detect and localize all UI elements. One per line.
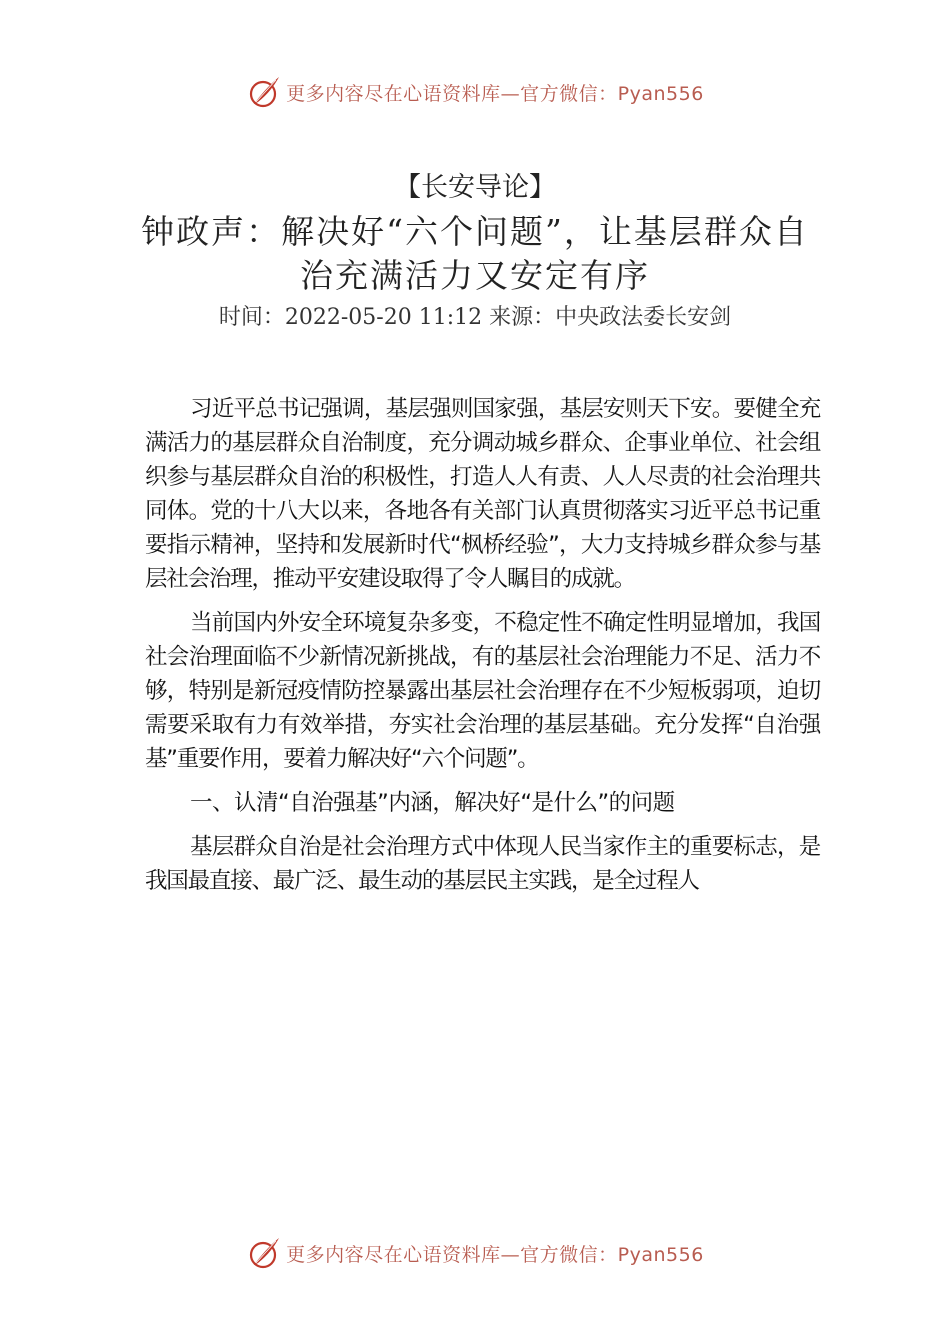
paragraph-3: 基层群众自治是社会治理方式中体现人民当家作主的重要标志，是我国最直接、最广泛、最生动的基层民主实践，是全过程人: [145, 834, 820, 894]
footer-banner: [0, 1233, 950, 1273]
paragraph-1: 习近平总书记强调，基层强则国家强，基层安则天下安。要健全充满活力的基层群众自治制度，充分调动城乡群众、企事业单位、社会组织参与基层群众自治的积极性，打造人人有责、人人尽责的社会治理共同体。党的十八大以来，各地各有关部门认真贯彻落实习近平总书记重要指示精神，坚持和发展新时代“枫桥经验”，大力支持城乡群众参与基层社会治理，推动平安建设取得了令人瞩目的成就。: [145, 396, 820, 592]
paragraph-2: 当前国内外安全环境复杂多变，不稳定性不确定性明显增加，我国社会治理面临不少新情况新挑战，有的基层社会治理能力不足、活力不够，特别是新冠疫情防控暴露出基层社会治理存在不少短板弱项，迫切需要采取有力有效举措，夯实社会治理的基层基础。充分发挥“自治强基”重要作用，要着力解决好“六个问题”。: [145, 610, 820, 772]
banner-slogan: 更多内容尽在心语资料库—官方微信：: [286, 1243, 618, 1266]
header-banner: [0, 72, 950, 112]
series-label: 【长安导论】: [394, 172, 556, 203]
banner-slogan: 更多内容尽在心语资料库—官方微信：: [286, 82, 618, 105]
banner-text: [286, 1240, 704, 1267]
article-meta: 时间：2022-05-20 11:12 来源：中央政法委长安剑: [218, 305, 732, 330]
banner-wechat-id: Pyan556: [617, 1243, 704, 1266]
quill-logo-icon: [246, 1235, 282, 1271]
article-body: [145, 392, 820, 908]
section-heading-1: 一、认清“自治强基”内涵，解决好“是什么”的问题: [190, 790, 675, 816]
banner-wechat-id: Pyan556: [617, 82, 704, 105]
quill-logo-icon: [246, 74, 282, 110]
article-title: 钟政声：解决好“六个问题”，让基层群众自治充满活力又安定有序: [141, 212, 809, 295]
banner-text: [286, 79, 704, 106]
